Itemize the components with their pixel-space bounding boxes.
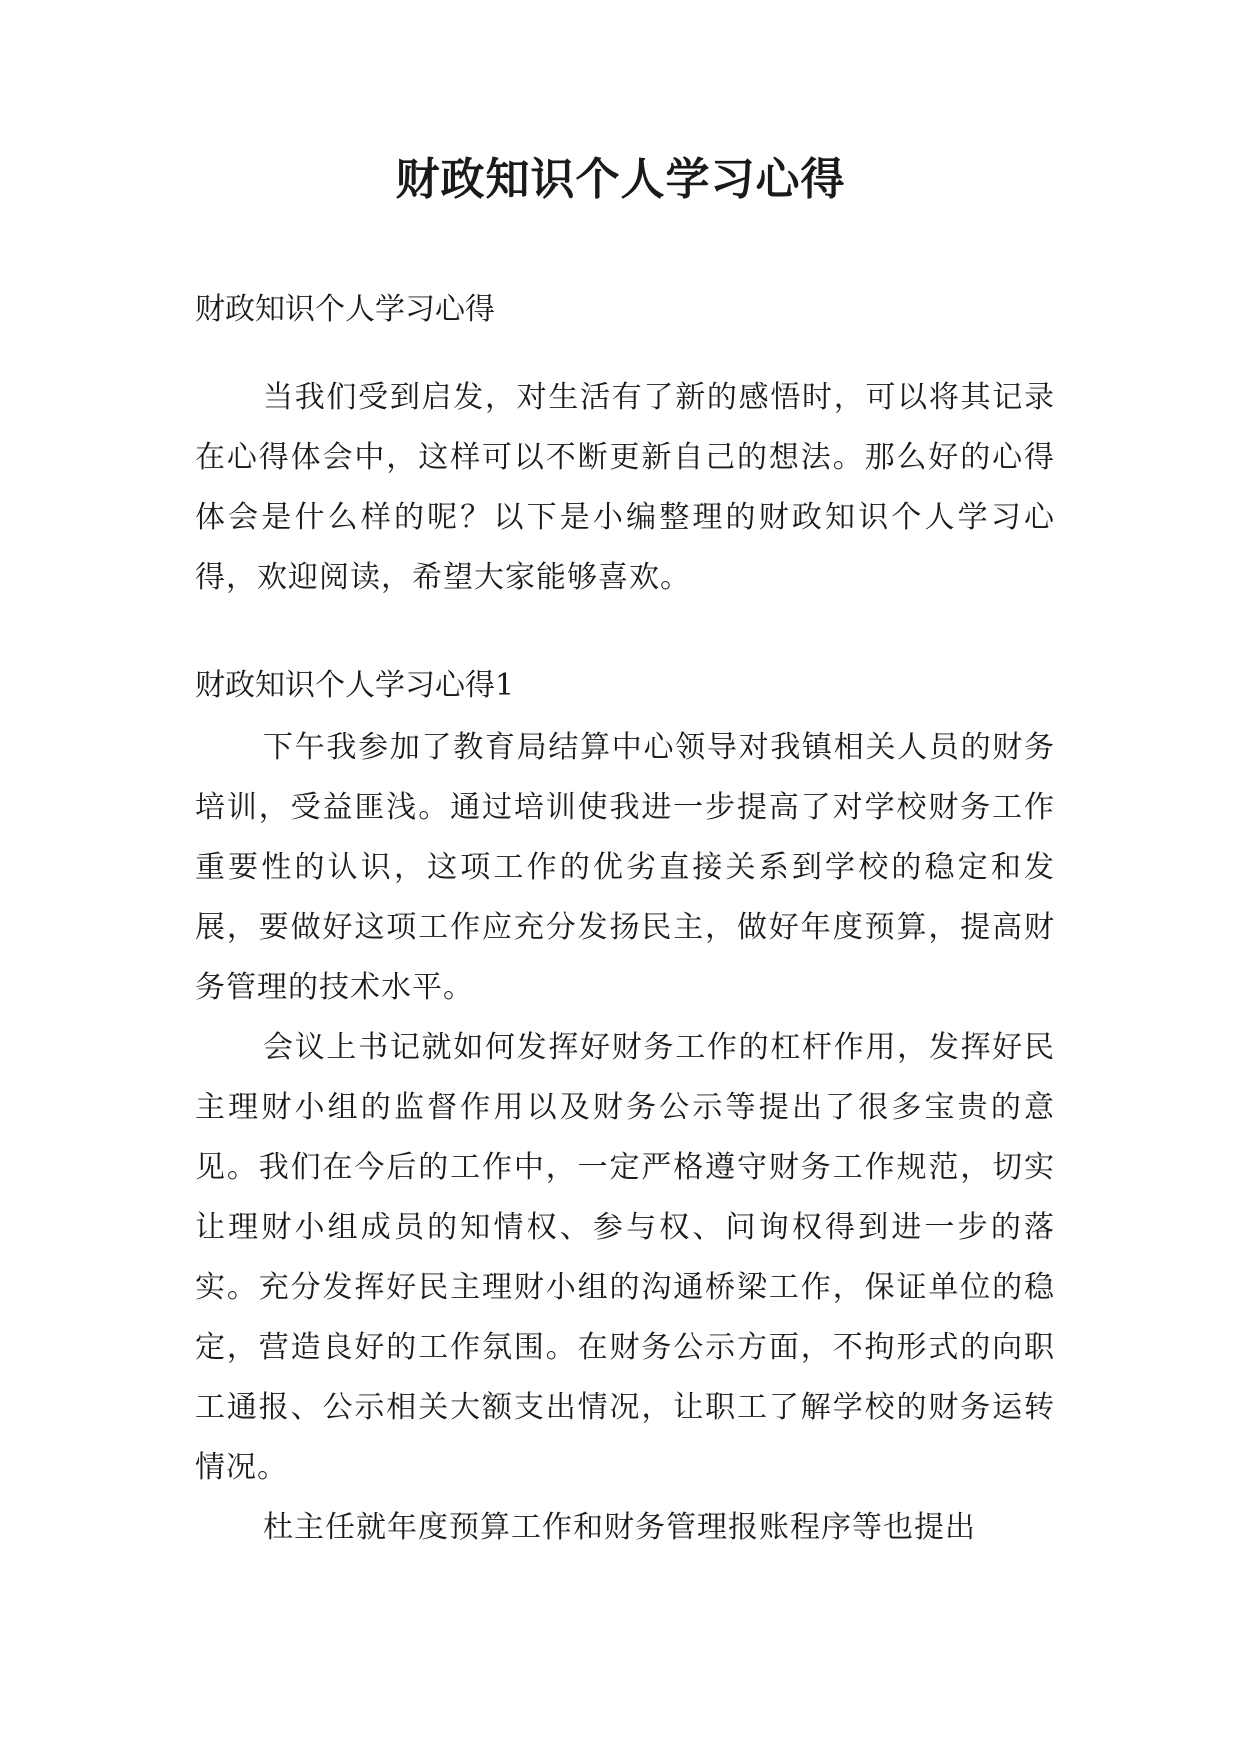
section-heading: 财政知识个人学习心得1 bbox=[195, 668, 515, 703]
document-title: 财政知识个人学习心得 bbox=[395, 154, 846, 205]
section-paragraph: 会议上书记就如何发挥好财务工作的杠杆作用，发挥好民主理财小组的监督作用以及财务公示等提出了很多宝贵的意见。我们在今后的工作中，一定严格遵守财务工作规范，切实让理财小组成员的知情权、参与权、问询权得到进一步的落实。充分发挥好民主理财小组的沟通桥梁工作，保证单位的稳定，营造良好的工作氛围。在财务公示方面，不拘形式的向职工通报、公示相关大额支出情况，让职工了解学校的财务运转情况。 bbox=[195, 1030, 1055, 1485]
document-subtitle: 财政知识个人学习心得 bbox=[195, 292, 495, 327]
intro-paragraph: 当我们受到启发，对生活有了新的感悟时，可以将其记录在心得体会中，这样可以不断更新自己的想法。那么好的心得体会是什么样的呢？以下是小编整理的财政知识个人学习心得，欢迎阅读，希望大家能够喜欢。 bbox=[195, 380, 1055, 595]
document-body bbox=[195, 290, 1055, 1558]
section-paragraph: 下午我参加了教育局结算中心领导对我镇相关人员的财务培训，受益匪浅。通过培训使我进一步提高了对学校财务工作重要性的认识，这项工作的优劣直接关系到学校的稳定和发展，要做好这项工作应充分发扬民主，做好年度预算，提高财务管理的技术水平。 bbox=[195, 730, 1055, 1005]
section-paragraph: 杜主任就年度预算工作和财务管理报账程序等也提出 bbox=[263, 1510, 976, 1545]
